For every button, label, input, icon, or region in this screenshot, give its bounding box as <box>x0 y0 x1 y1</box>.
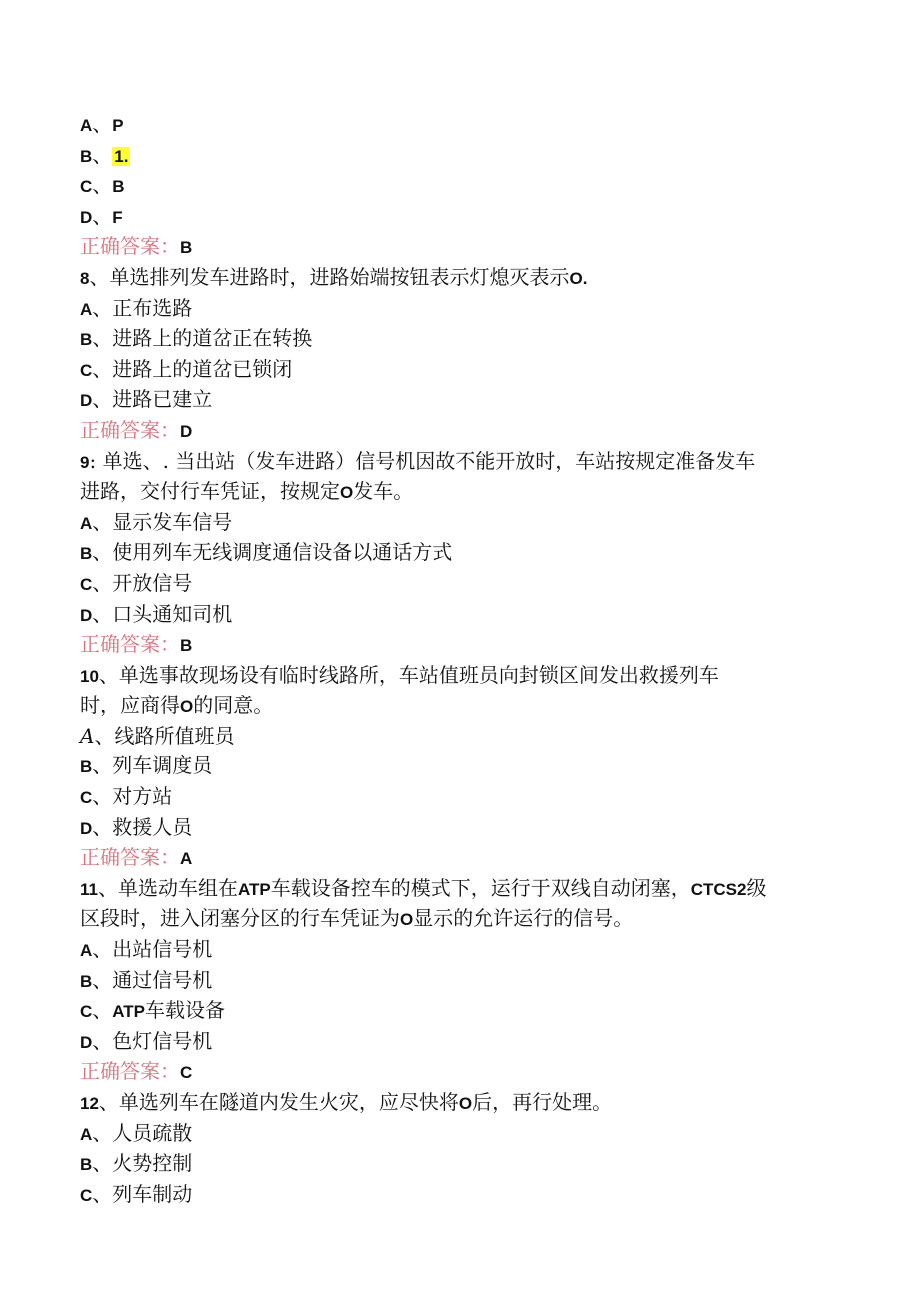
question-10-stem-cont: 时，应商得O的同意。 <box>80 693 274 718</box>
option-a: A、显示发车信号 <box>80 509 233 534</box>
question-12-stem: 12、单选列车在隧道内发生火灾，应尽快将O后，再行处理。 <box>80 1090 613 1114</box>
option-d: D、进路已建立 <box>80 387 213 412</box>
option-c: C、ATP车载设备 <box>80 998 226 1023</box>
correct-answer: 正确答案：B <box>80 234 193 259</box>
question-11-stem-cont: 区段时，进入闭塞分区的行车凭证为O显示的允许运行的信号。 <box>80 906 634 931</box>
option-b: B、使用列车无线调度通信设备以通话方式 <box>80 540 453 565</box>
option-c: C、进路上的道岔已锁闭 <box>80 356 293 381</box>
question-10-stem: 10、单选事故现场设有临时线路所，车站值班员向封锁区间发出救援列车 <box>80 662 719 687</box>
option-a: A、正布选路 <box>80 295 193 320</box>
option-b: B、 1. <box>80 142 129 167</box>
option-a: A、P <box>80 112 124 136</box>
question-9-stem-cont: 进路，交付行车凭证，按规定O发车。 <box>80 479 414 504</box>
question-11-stem: 11、单选动车组在ATP车载设备控车的模式下，运行于双线自动闭塞，CTCS2级 <box>80 875 767 900</box>
option-b: B、列车调度员 <box>80 753 213 778</box>
correct-answer: 正确答案：D <box>80 417 193 442</box>
option-d: D、F <box>80 203 123 228</box>
question-8-stem: 8、单选排列发车进路时，进路始端按钮表示灯熄灭表示O. <box>80 264 588 289</box>
option-c: C、对方站 <box>80 784 173 809</box>
question-9-stem: 9: 单选、. 当出站（发车进路）信号机因故不能开放时，车站按规定准备发车 <box>80 448 756 473</box>
document-page <box>80 110 840 1210</box>
highlighted-text: 1. <box>114 146 129 166</box>
correct-answer: 正确答案：A <box>80 845 193 870</box>
option-b: B、火势控制 <box>80 1151 193 1176</box>
option-d: D、色灯信号机 <box>80 1028 213 1053</box>
option-a: A、线路所值班员 <box>80 723 235 748</box>
correct-answer: 正确答案：B <box>80 632 193 657</box>
option-b: B、通过信号机 <box>80 967 213 992</box>
correct-answer: 正确答案：C <box>80 1059 193 1084</box>
option-d: D、救援人员 <box>80 814 193 839</box>
option-b: B、进路上的道岔正在转换 <box>80 326 313 351</box>
option-d: D、口头通知司机 <box>80 601 233 626</box>
option-c: C、列车制动 <box>80 1181 193 1206</box>
option-a: A、出站信号机 <box>80 937 213 962</box>
option-c: C、开放信号 <box>80 570 193 595</box>
option-c: C、B <box>80 173 125 198</box>
option-a: A、人员疏散 <box>80 1120 193 1145</box>
